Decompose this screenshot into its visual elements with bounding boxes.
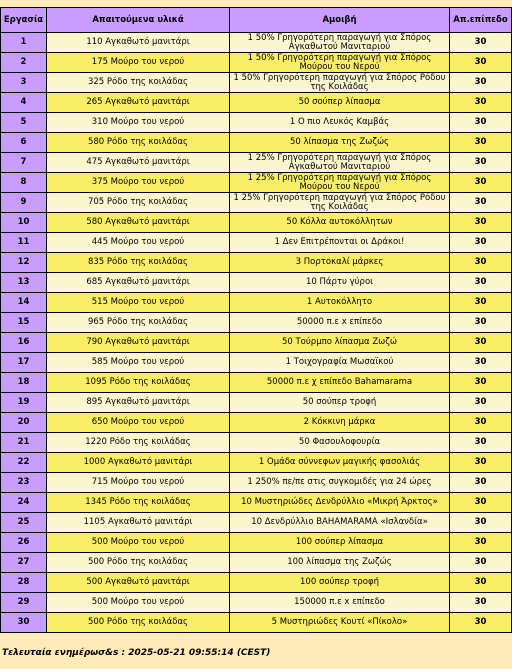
required-materials: 310 Μούρο του νερού bbox=[47, 113, 230, 133]
table-row bbox=[1, 553, 512, 573]
header-task: Εργασία bbox=[1, 8, 47, 33]
table-row bbox=[1, 233, 512, 253]
task-number: 11 bbox=[1, 233, 47, 253]
task-number: 17 bbox=[1, 353, 47, 373]
reward: 50000 π.ε χ επίπεδο Bahamarama bbox=[230, 373, 450, 393]
table-row bbox=[1, 133, 512, 153]
required-materials: 375 Μούρο του νερού bbox=[47, 173, 230, 193]
table-row bbox=[1, 33, 512, 53]
task-number: 15 bbox=[1, 313, 47, 333]
required-level: 30 bbox=[450, 453, 512, 473]
reward: 1 25% Γρηγορότερη παραγωγή για Σπόρος Ρόδου της Κοιλάδας bbox=[230, 193, 450, 213]
task-number: 8 bbox=[1, 173, 47, 193]
task-number: 20 bbox=[1, 413, 47, 433]
required-materials: 1345 Ρόδο της κοιλάδας bbox=[47, 493, 230, 513]
table-row bbox=[1, 213, 512, 233]
reward: 5 Μυστηριώδες Κουτί «Πίκολο» bbox=[230, 613, 450, 633]
tasks-table bbox=[0, 7, 512, 633]
task-number: 30 bbox=[1, 613, 47, 633]
table-row bbox=[1, 513, 512, 533]
header-level: Απ.επίπεδο bbox=[450, 8, 512, 33]
required-level: 30 bbox=[450, 353, 512, 373]
required-materials: 500 Ρόδο της κοιλάδας bbox=[47, 553, 230, 573]
task-number: 3 bbox=[1, 73, 47, 93]
task-number: 4 bbox=[1, 93, 47, 113]
table-row bbox=[1, 313, 512, 333]
required-materials: 265 Αγκαθωτό μανιτάρι bbox=[47, 93, 230, 113]
table-row bbox=[1, 253, 512, 273]
required-level: 30 bbox=[450, 153, 512, 173]
required-materials: 715 Μούρο του νερού bbox=[47, 473, 230, 493]
reward: 50 Κόλλα αυτοκόλλητων bbox=[230, 213, 450, 233]
header-materials: Απαιτούμενα υλικά bbox=[47, 8, 230, 33]
task-number: 24 bbox=[1, 493, 47, 513]
required-materials: 445 Μούρο του νερού bbox=[47, 233, 230, 253]
task-number: 13 bbox=[1, 273, 47, 293]
required-level: 30 bbox=[450, 393, 512, 413]
required-materials: 580 Αγκαθωτό μανιτάρι bbox=[47, 213, 230, 233]
required-level: 30 bbox=[450, 253, 512, 273]
reward: 50000 π.ε x επίπεδο bbox=[230, 313, 450, 333]
required-materials: 835 Ρόδο της κοιλάδας bbox=[47, 253, 230, 273]
reward: 100 σούπερ τροφή bbox=[230, 573, 450, 593]
task-number: 14 bbox=[1, 293, 47, 313]
table-row bbox=[1, 153, 512, 173]
required-materials: 110 Αγκαθωτό μανιτάρι bbox=[47, 33, 230, 53]
table-row bbox=[1, 73, 512, 93]
task-number: 7 bbox=[1, 153, 47, 173]
table-header-row bbox=[1, 8, 512, 33]
task-number: 22 bbox=[1, 453, 47, 473]
reward: 50 λίπασμα της Ζωζώς bbox=[230, 133, 450, 153]
reward: 150000 π.ε x επίπεδο bbox=[230, 593, 450, 613]
required-level: 30 bbox=[450, 93, 512, 113]
reward: 1 Ο πιο Λευκός Καμβάς bbox=[230, 113, 450, 133]
required-level: 30 bbox=[450, 613, 512, 633]
table-row bbox=[1, 413, 512, 433]
task-number: 6 bbox=[1, 133, 47, 153]
required-materials: 585 Μούρο του νερού bbox=[47, 353, 230, 373]
required-materials: 500 Αγκαθωτό μανιτάρι bbox=[47, 573, 230, 593]
table-row bbox=[1, 453, 512, 473]
required-materials: 1095 Ρόδο της κοιλάδας bbox=[47, 373, 230, 393]
reward: 100 σούπερ λίπασμα bbox=[230, 533, 450, 553]
task-number: 9 bbox=[1, 193, 47, 213]
task-number: 29 bbox=[1, 593, 47, 613]
table-row bbox=[1, 613, 512, 633]
reward: 50 Φασουλοφουρία bbox=[230, 433, 450, 453]
required-level: 30 bbox=[450, 513, 512, 533]
reward: 10 Πάρτυ γύροι bbox=[230, 273, 450, 293]
table-row bbox=[1, 393, 512, 413]
reward: 1 50% Γρηγορότερη παραγωγή για Σπόρος Αγκαθωτού Μανιταριού bbox=[230, 33, 450, 53]
required-level: 30 bbox=[450, 533, 512, 553]
required-materials: 965 Ρόδο της κοιλάδας bbox=[47, 313, 230, 333]
reward: 1 25% Γρηγορότερη παραγωγή για Σπόρος Αγκαθωτού Μανιταριού bbox=[230, 153, 450, 173]
required-level: 30 bbox=[450, 213, 512, 233]
table-row bbox=[1, 93, 512, 113]
table-row bbox=[1, 353, 512, 373]
required-materials: 790 Αγκαθωτό μανιτάρι bbox=[47, 333, 230, 353]
required-materials: 705 Ρόδο της κοιλάδας bbox=[47, 193, 230, 213]
table-row bbox=[1, 573, 512, 593]
table-row bbox=[1, 173, 512, 193]
table-row bbox=[1, 593, 512, 613]
reward: 100 λίπασμα της Ζωζώς bbox=[230, 553, 450, 573]
reward: 10 Μυστηριώδες Δενδρύλλιο «Μικρή Άρκτος» bbox=[230, 493, 450, 513]
required-materials: 500 Μούρο του νερού bbox=[47, 533, 230, 553]
reward: 1 50% Γρηγορότερη παραγωγή για Σπόρος Μούρου του Νερού bbox=[230, 53, 450, 73]
required-materials: 175 Μούρο του νερού bbox=[47, 53, 230, 73]
table-row bbox=[1, 113, 512, 133]
reward: 1 25% Γρηγορότερη παραγωγή για Σπόρος Μούρου του Νερού bbox=[230, 173, 450, 193]
required-level: 30 bbox=[450, 473, 512, 493]
required-level: 30 bbox=[450, 333, 512, 353]
required-materials: 685 Αγκαθωτό μανιτάρι bbox=[47, 273, 230, 293]
required-level: 30 bbox=[450, 313, 512, 333]
required-level: 30 bbox=[450, 233, 512, 253]
reward: 10 Δενδρύλλιο BAHAMARAMA «Ισλανδία» bbox=[230, 513, 450, 533]
required-level: 30 bbox=[450, 73, 512, 93]
reward: 1 Δεν Επιτρέπονται οι Δράκοι! bbox=[230, 233, 450, 253]
required-level: 30 bbox=[450, 433, 512, 453]
table-row bbox=[1, 293, 512, 313]
required-level: 30 bbox=[450, 33, 512, 53]
required-level: 30 bbox=[450, 113, 512, 133]
header-reward: Αμοιβή bbox=[230, 8, 450, 33]
task-number: 10 bbox=[1, 213, 47, 233]
required-level: 30 bbox=[450, 293, 512, 313]
required-level: 30 bbox=[450, 573, 512, 593]
required-materials: 650 Μούρο του νερού bbox=[47, 413, 230, 433]
task-number: 16 bbox=[1, 333, 47, 353]
task-number: 21 bbox=[1, 433, 47, 453]
required-level: 30 bbox=[450, 553, 512, 573]
required-level: 30 bbox=[450, 133, 512, 153]
table-row bbox=[1, 373, 512, 393]
required-materials: 500 Ρόδο της κοιλάδας bbox=[47, 613, 230, 633]
table-row bbox=[1, 333, 512, 353]
table-row bbox=[1, 53, 512, 73]
required-level: 30 bbox=[450, 273, 512, 293]
reward: 1 250% πε/πε στις συγκομιδές για 24 ώρες bbox=[230, 473, 450, 493]
reward: 50 σούπερ λίπασμα bbox=[230, 93, 450, 113]
table-row bbox=[1, 433, 512, 453]
required-level: 30 bbox=[450, 193, 512, 213]
task-number: 25 bbox=[1, 513, 47, 533]
reward: 1 50% Γρηγορότερη παραγωγή για Σπόρος Ρόδου της Κοιλάδας bbox=[230, 73, 450, 93]
required-materials: 580 Ρόδο της κοιλάδας bbox=[47, 133, 230, 153]
required-materials: 500 Μούρο του νερού bbox=[47, 593, 230, 613]
required-level: 30 bbox=[450, 53, 512, 73]
task-number: 12 bbox=[1, 253, 47, 273]
required-materials: 1220 Ρόδο της κοιλάδας bbox=[47, 433, 230, 453]
task-number: 19 bbox=[1, 393, 47, 413]
required-materials: 895 Αγκαθωτό μανιτάρι bbox=[47, 393, 230, 413]
reward: 3 Πορτοκαλί μάρκες bbox=[230, 253, 450, 273]
required-materials: 515 Μούρο του νερού bbox=[47, 293, 230, 313]
task-number: 2 bbox=[1, 53, 47, 73]
reward: 50 σούπερ τροφή bbox=[230, 393, 450, 413]
task-number: 28 bbox=[1, 573, 47, 593]
table-row bbox=[1, 493, 512, 513]
reward: 1 Τοιχογραφία Μωσαϊκού bbox=[230, 353, 450, 373]
required-level: 30 bbox=[450, 413, 512, 433]
table-row bbox=[1, 273, 512, 293]
task-number: 23 bbox=[1, 473, 47, 493]
required-materials: 1000 Αγκαθωτό μανιτάρι bbox=[47, 453, 230, 473]
reward: 1 Ομάδα σύννεφων μαγικής φασολιάς bbox=[230, 453, 450, 473]
table-row bbox=[1, 473, 512, 493]
task-number: 27 bbox=[1, 553, 47, 573]
required-level: 30 bbox=[450, 593, 512, 613]
required-materials: 325 Ρόδο της κοιλάδας bbox=[47, 73, 230, 93]
task-number: 18 bbox=[1, 373, 47, 393]
required-level: 30 bbox=[450, 373, 512, 393]
reward: 1 Αυτοκόλλητο bbox=[230, 293, 450, 313]
task-number: 1 bbox=[1, 33, 47, 53]
last-updated-footer: Τελευταία ενημέρωσ&s : 2025-05-21 09:55:14 (CEST) bbox=[2, 648, 271, 658]
table-row bbox=[1, 533, 512, 553]
required-level: 30 bbox=[450, 493, 512, 513]
reward: 2 Κόκκινη μάρκα bbox=[230, 413, 450, 433]
table-row bbox=[1, 193, 512, 213]
task-number: 26 bbox=[1, 533, 47, 553]
required-materials: 1105 Αγκαθωτό μανιτάρι bbox=[47, 513, 230, 533]
task-number: 5 bbox=[1, 113, 47, 133]
reward: 50 Τούρμπο λίπασμα Ζωζώ bbox=[230, 333, 450, 353]
required-materials: 475 Αγκαθωτό μανιτάρι bbox=[47, 153, 230, 173]
required-level: 30 bbox=[450, 173, 512, 193]
